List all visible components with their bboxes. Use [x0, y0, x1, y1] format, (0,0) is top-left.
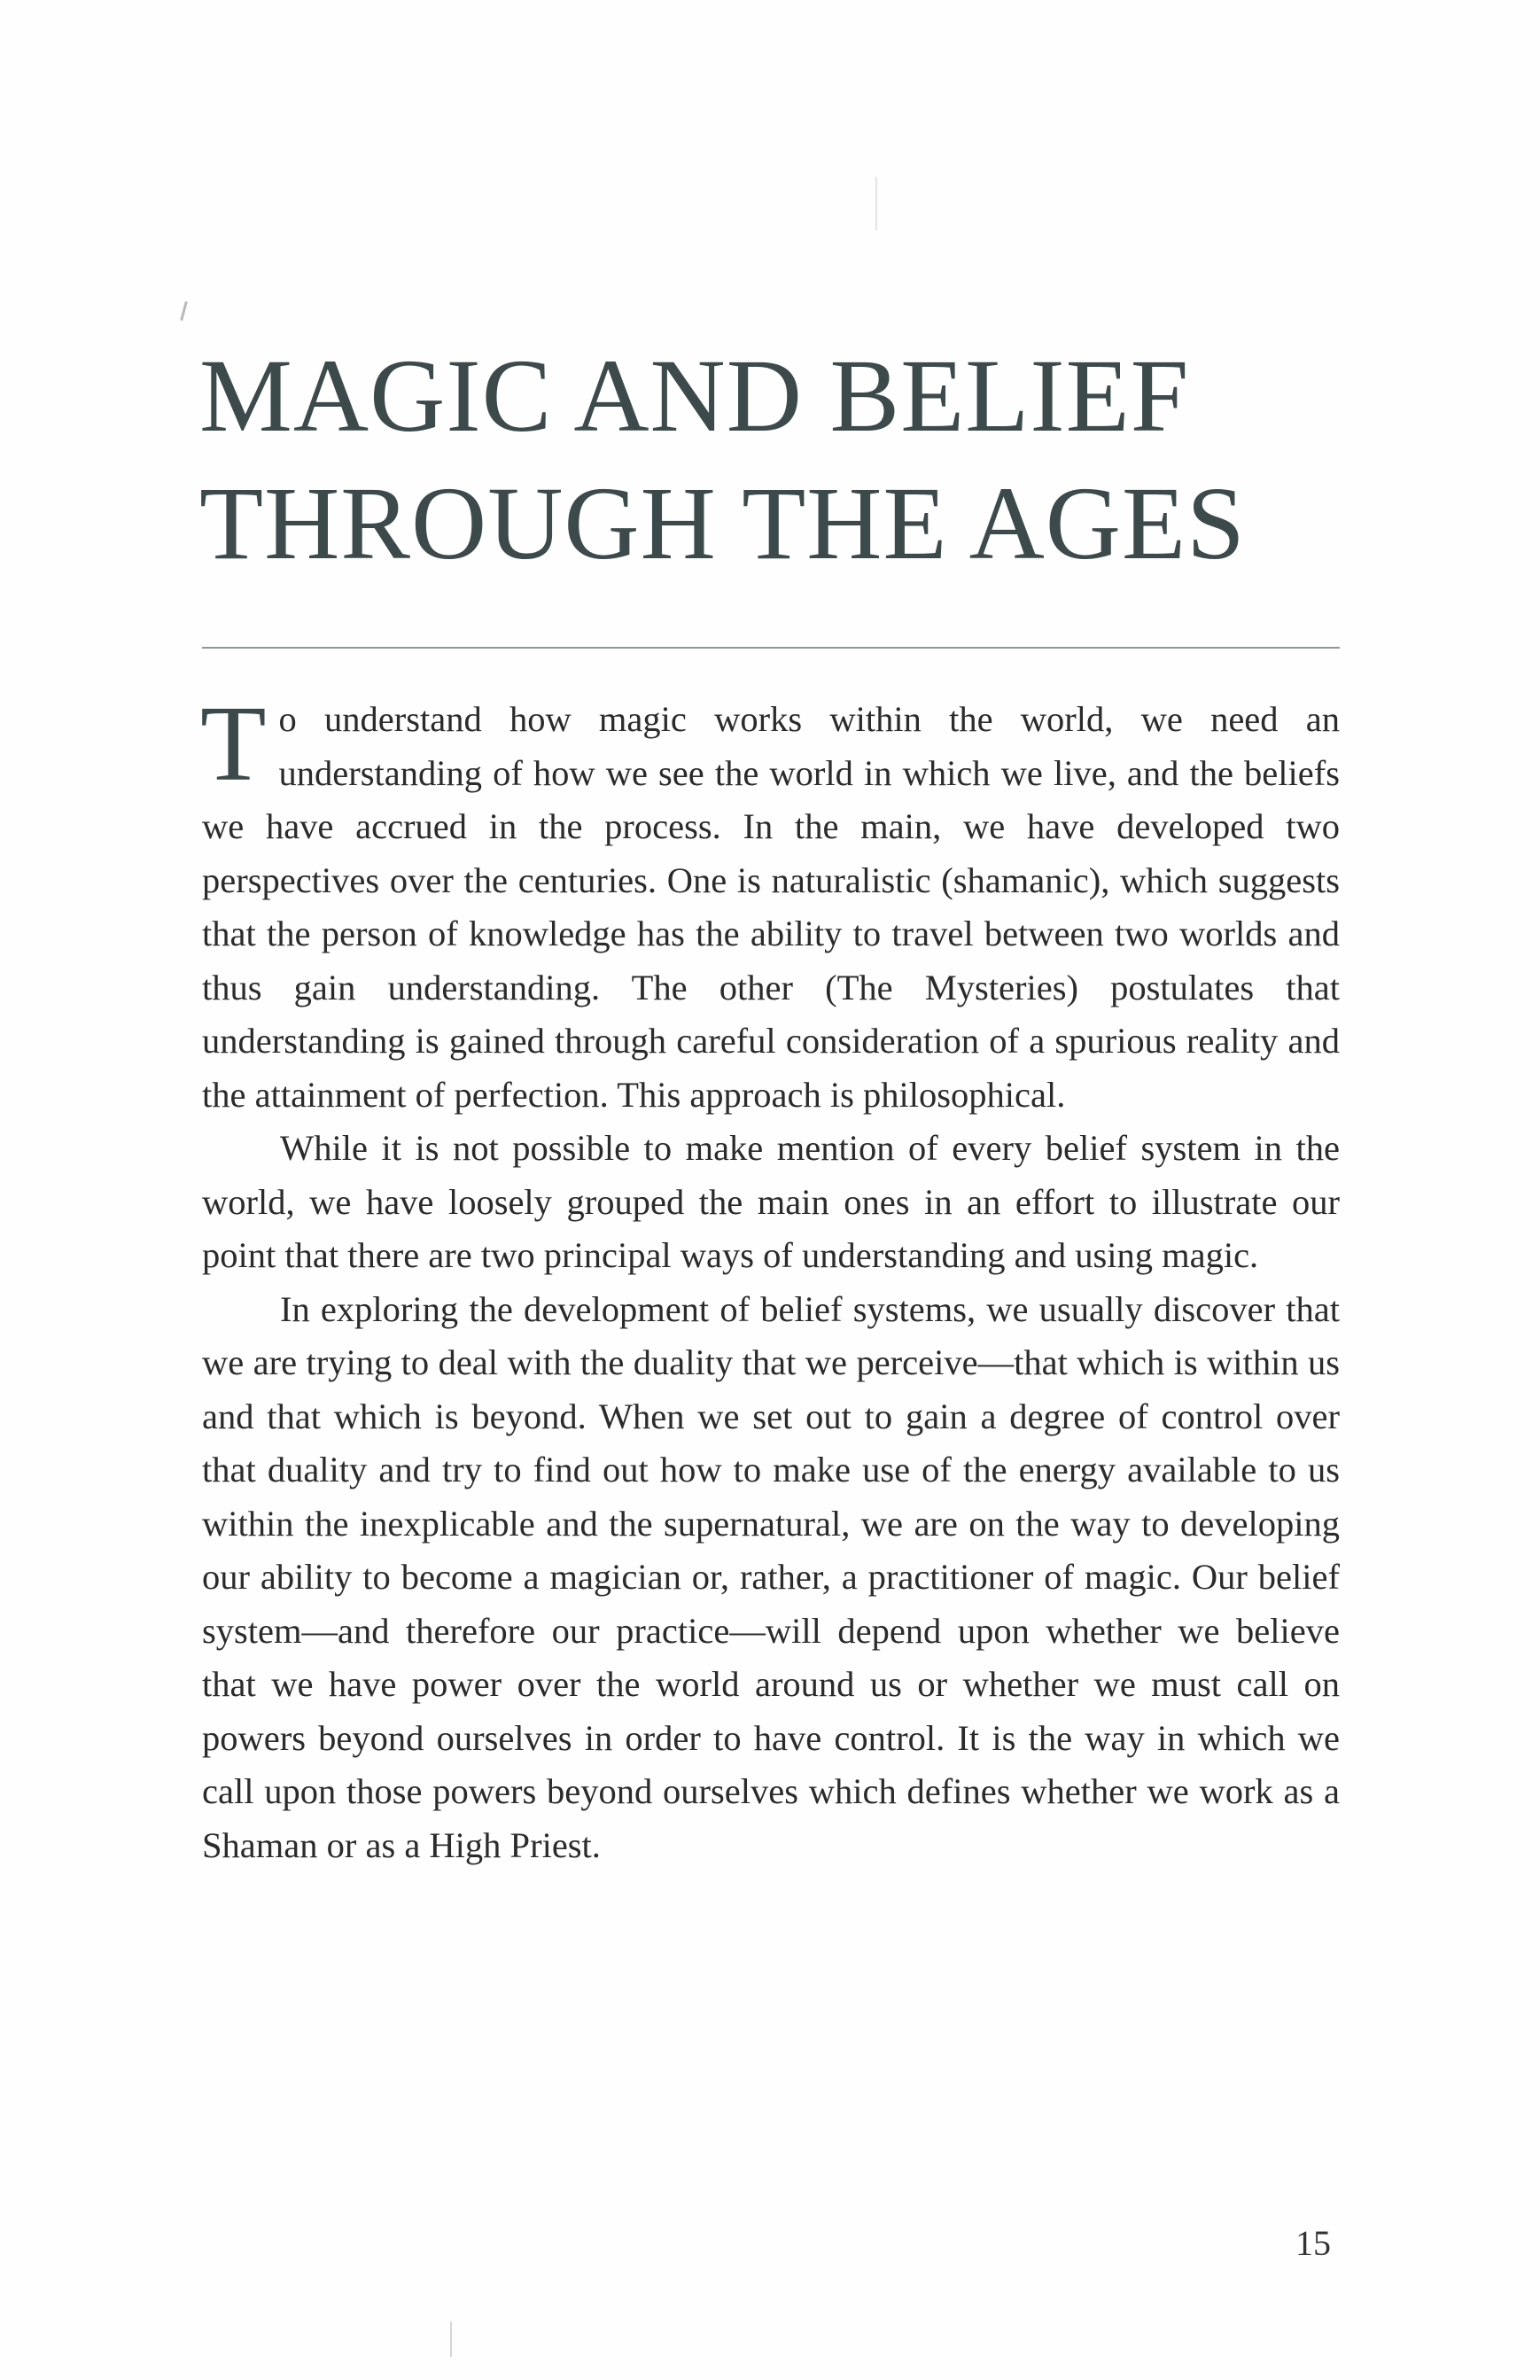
paragraph-3: In exploring the development of belief systems, we usually discover that we are trying to deal with the duality that we perceive—that which is within us and that which is beyond. When we set out to gain a degree of control over that duality and try to find out how to make use of the energy available to us within the inexplicable and the supernatural, we are on the way to developing our ability to become a magician or, rather, a practitioner of magic. Our belief system—and therefore our practice—will depend upon whether we believe that we have power over the world around us or whether we must call on powers beyond ourselves in order to have control. It is the way in which we call upon those powers beyond ourselves which defines whether we work as a Shaman or as a High Priest.: [202, 1288, 1340, 1865]
chapter-title-line-1: MAGIC AND BELIEF: [199, 338, 1190, 454]
scan-mark: [875, 177, 877, 230]
paragraph-2: While it is not possible to make mention of every belief system in the world, we have loosely grouped the main ones in an effort to illustrate our point that there are two principal ways of understanding and using magic.: [202, 1128, 1340, 1275]
title-divider: [202, 647, 1340, 649]
scan-mark: [450, 2322, 452, 2357]
scan-mark: [180, 301, 188, 321]
paragraph-1-text: o understand how magic works within the world, we need an understanding of how we see the world in which we live, and the beliefs we have accrued in the process. In the main, we have developed two perspectives over the centuries. One is naturalistic (shamanic), which suggests that the person of knowledge has the ability to travel between two worlds and thus gain understanding. The other (The Mysteries) postulates that understanding is gained through careful consideration of a spurious reality and the attainment of perfection. This approach is philosophical.: [202, 699, 1340, 1115]
chapter-title: [199, 332, 1351, 587]
page-number: 15: [1295, 2223, 1331, 2263]
chapter-title-line-2: THROUGH THE AGES: [199, 465, 1246, 581]
chapter-body: [200, 684, 1340, 1872]
paragraph-1: [200, 684, 1340, 1122]
drop-cap: T: [200, 684, 267, 804]
